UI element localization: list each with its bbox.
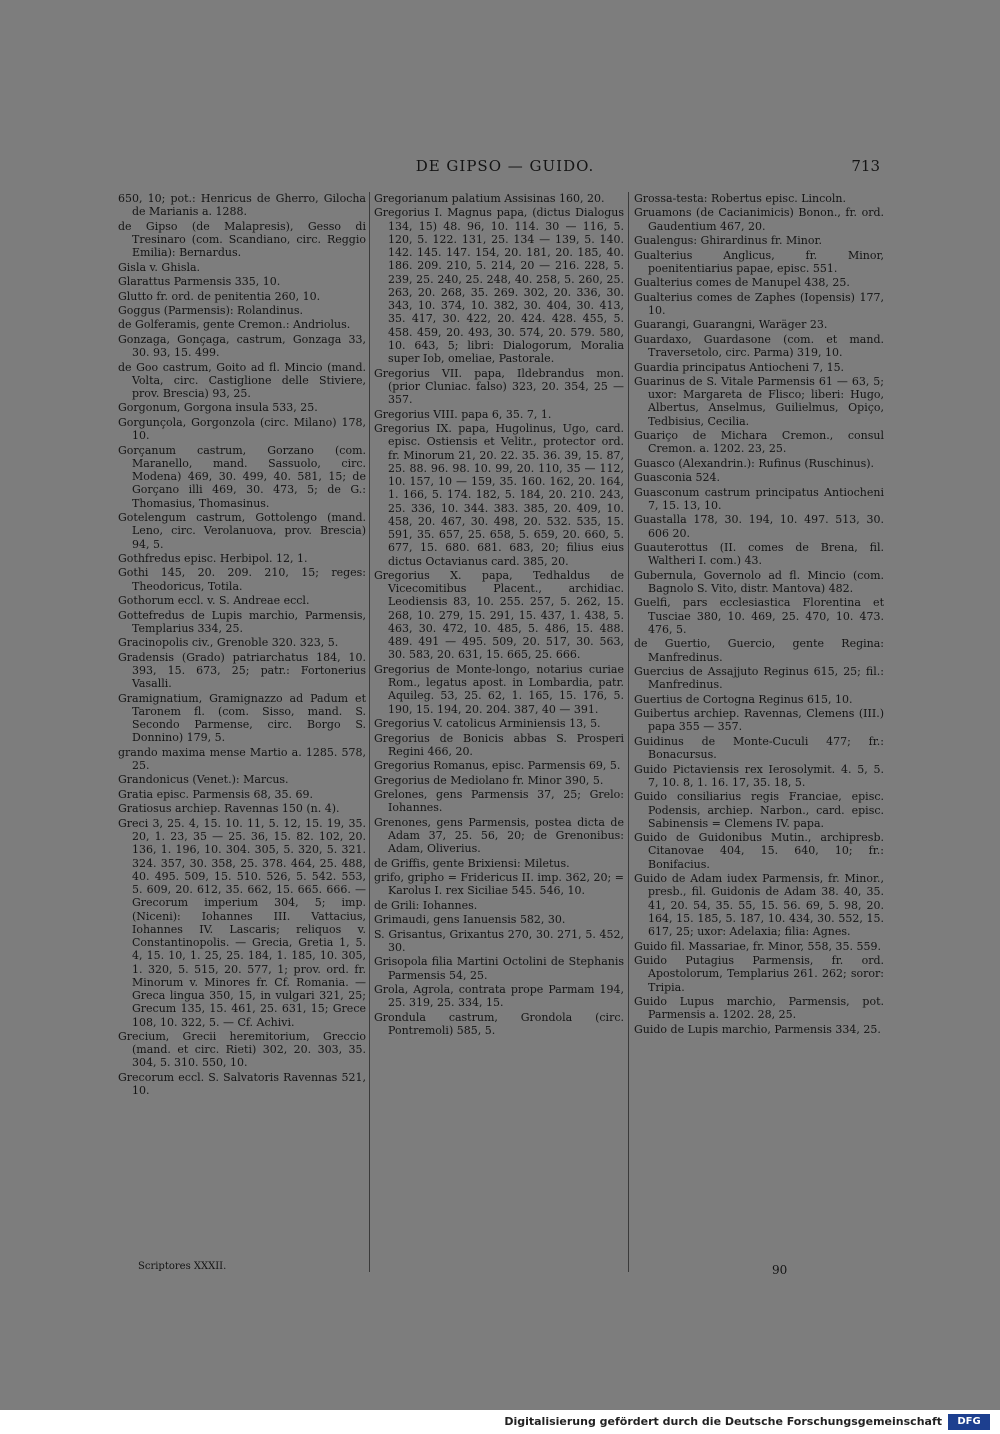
index-entry: Gottefredus de Lupis marchio, Parmensis, Templarius 334, 25. — [118, 608, 366, 635]
index-entry: Gregorius de Monte-longo, notarius curiae Rom., legatus apost. in Lombardia, patr. Aquileg. 53, 25. 62, 1. 165, 15. 176, 5. 190, 15. 194, 20. 204. 387, 40 — 391. — [374, 662, 624, 716]
index-entry: Guido Pictaviensis rex Ierosolymit. 4. 5, 5. 7, 10. 8, 1. 16. 17, 35. 18, 5. — [634, 762, 884, 789]
index-entry: Guidinus de Monte-Cuculi 477; fr.: Bonacursus. — [634, 734, 884, 762]
index-entry: Guelfi, pars ecclesiastica Florentina et Tusciae 380, 10. 469, 25. 470, 10. 473. 476, 5. — [634, 596, 884, 636]
index-entry: Gotelengum castrum, Gottolengo (mand. Leno, circ. Verolanuova, prov. Brescia) 94, 5. — [118, 511, 366, 551]
index-entry: Gregorius I. Magnus papa, (dictus Dialogus 134, 15) 48. 96, 10. 114. 30 — 116, 5. 120, 5. 122. 131, 25. 134 — 139, 5. 140. 142. 145. 147. 154, 20. 181, 20. 185, 40. 186. 209. 210, 5. 214, 20 — 216. 228, 5. 239, 25. 240, 25. 248, 40. 258, 5. 260, 25. 263, 20. 268, 35. 269. 302, 20. 336, 30. 343, 10. 374, 10. 382, 30. 404, 30. 413, 35. 417, 30. 422, 20. 424. 428. 455, 5. 458. 459, 20. 493, 30. 574, 20. 579. 580, 10. 643, 5; libri: Dialogorum, Moralia super Iob, omeliae, Pastorale. — [374, 206, 624, 366]
index-entry: Gorgonum, Gorgona insula 533, 25. — [118, 401, 318, 415]
page-number: 713 — [851, 157, 880, 175]
index-column-3 — [634, 192, 884, 1272]
funding-banner — [0, 1410, 1000, 1434]
index-entry: Gualterius comes de Zaphes (Iopensis) 177, 10. — [634, 290, 884, 317]
index-entry: Gruamons (de Cacianimicis) Bonon., fr. ord. Gaudentium 467, 20. — [634, 206, 884, 233]
index-entry: Gradensis (Grado) patriarchatus 184, 10. 393, 15. 673, 25; patr.: Fortonerius Vasalli. — [118, 650, 366, 691]
index-entry: Grandonicus (Venet.): Marcus. — [118, 773, 289, 787]
index-entry: Guariço de Michara Cremon., consul Cremon. a. 1202. 23, 25. — [634, 429, 884, 456]
index-entry: Gregorius IX. papa, Hugolinus, Ugo, card. episc. Ostiensis et Velitr., protector ord. fr. Minorum 21, 20. 22. 35. 36. 39, 15. 87, 25. 88. 96. 98. 10. 99, 20. 110, 35 — 112, 10. 157, 10 — 159, 35. 160. 162, 20. 164, 1. 166, 5. 174. 182, 5. 184, 20. 210. 243, 25. 336, 10. 344. 383. 385, 20. 409, 10. 458, 20. 467, 30. 498, 20. 532. 535, 15. 591, 35. 657, 25. 658, 5. 659, 20. 660, 5. 677, 15. 680. 681. 683, 20; filius eius dictus Octavianus card. 385, 20. — [374, 422, 624, 568]
index-entry: Guido Putagius Parmensis, fr. ord. Apostolorum, Templarius 261. 262; soror: Tripia. — [634, 954, 884, 994]
index-entry: Glarattus Parmensis 335, 10. — [118, 275, 281, 289]
index-entry: Guido fil. Massariae, fr. Minor, 558, 35. 559. — [634, 939, 882, 953]
index-entry: Grimaudi, gens Ianuensis 582, 30. — [374, 913, 566, 927]
index-entry: de Golferamis, gente Cremon.: Andriolus. — [118, 318, 351, 332]
index-entry: Guertius de Cortogna Reginus 615, 10. — [634, 692, 853, 706]
index-entry: Guido Lupus marchio, Parmensis, pot. Parmensis a. 1202. 28, 25. — [634, 994, 884, 1022]
index-entry: Guasconum castrum principatus Antiocheni 7, 15. 13, 10. — [634, 485, 884, 512]
index-entry: Gisla v. Ghisla. — [118, 260, 201, 274]
running-title: DE GIPSO — GUIDO. — [415, 157, 595, 175]
index-entry: Grondula castrum, Grondola (circ. Pontremoli) 585, 5. — [374, 1010, 624, 1037]
index-entry: Grelones, gens Parmensis 37, 25; Grelo: Iohannes. — [374, 788, 624, 815]
index-entry: Glutto fr. ord. de penitentia 260, 10. — [118, 289, 321, 303]
index-entry: Guercius de Assajjuto Reginus 615, 25; fil.: Manfredinus. — [634, 665, 884, 692]
sheet-number: 90 — [772, 1263, 788, 1277]
index-entry: Grecorum eccl. S. Salvatoris Ravennas 521, 10. — [118, 1070, 366, 1098]
index-column-1 — [118, 192, 366, 1272]
index-entry: Gregorius VII. papa, Ildebrandus mon. (prior Cluniac. falso) 323, 20. 354, 25 — 357. — [374, 366, 624, 407]
index-column-2 — [374, 192, 624, 1272]
index-entry: Gregorius de Mediolano fr. Minor 390, 5. — [374, 773, 604, 787]
index-entry: de Grili: Iohannes. — [374, 898, 478, 912]
index-entry: Greci 3, 25. 4, 15. 10. 11, 5. 12, 15. 19, 35. 20, 1. 23, 35 — 25. 36, 15. 82. 102, 20. 136, 1. 196, 10. 304. 305, 5. 320, 5. 321. 324. 357, 30. 358, 25. 378. 464, 25. 488, 40. 495. 509, 15. 510. 526, 5. 542. 553, 5. 609, 20. 612, 35. 662, 15. 665. 666. — Grecorum imperium 304, 5; imp. (Niceni): Iohannes III. Vattacius, Iohannes IV. Lascaris; reliquos v. Constantinopolis. — Grecia, Gretia 1, 5. 4, 15. 10, 1. 25, 25. 184, 1. 185, 10. 305, 1. 320, 5. 515, 20. 577, 1; prov. ord. fr. Minorum v. Minores fr. Cf. Romania. — Greca lingua 350, 15, in vulgari 321, 25; Grecum 135, 15. 461, 25. 631, 15; Grece 108, 10. 322, 5. — Cf. Achivi. — [118, 816, 366, 1029]
index-entry: Guibertus archiep. Ravennas, Clemens (III.) papa 355 — 357. — [634, 707, 884, 734]
index-entry: Guido de Guidonibus Mutin., archipresb. Citanovae 404, 15. 640, 10; fr.: Bonifacius. — [634, 831, 884, 871]
index-entry: Gramignatium, Gramignazzo ad Padum et Taronem fl. (com. Sisso, mand. S. Secondo Parmense, circ. Borgo S. Donnino) 179, 5. — [118, 691, 366, 745]
index-entry: Guauterottus (II. comes de Brena, fil. Waltheri I. com.) 43. — [634, 541, 884, 568]
signature-mark: Scriptores XXXII. — [138, 1261, 227, 1272]
index-entry: Goggus (Parmensis): Rolandinus. — [118, 303, 303, 317]
index-entry: de Goo castrum, Goito ad fl. Mincio (mand. Volta, circ. Castiglione delle Stiviere, prov. Brescia) 93, 25. — [118, 360, 366, 400]
index-entry: Gregorianum palatium Assisinas 160, 20. — [374, 192, 605, 205]
index-entry: de Griffis, gente Brixiensi: Miletus. — [374, 856, 570, 870]
index-entry: Gubernula, Governolo ad fl. Mincio (com. Bagnolo S. Vito, distr. Mantova) 482. — [634, 568, 884, 595]
page-header — [130, 157, 880, 179]
index-entry: Gualterius comes de Manupel 438, 25. — [634, 276, 850, 290]
index-entry: Gregorius Romanus, episc. Parmensis 69, 5. — [374, 759, 621, 773]
index-entry: de Gipso (de Malapresis), Gesso di Tresinaro (com. Scandiano, circ. Reggio Emilia): Bernardus. — [118, 219, 366, 260]
index-entry: Guastalla 178, 30. 194, 10. 497. 513, 30. 606 20. — [634, 513, 884, 540]
index-entry: Grisopola filia Martini Octolini de Stephanis Parmensis 54, 25. — [374, 955, 624, 982]
column-divider — [369, 192, 370, 1272]
dfg-logo-icon: DFG — [948, 1414, 990, 1430]
index-entry: Gualterius Anglicus, fr. Minor, poenitentiarius papae, episc. 551. — [634, 248, 884, 275]
index-entry: Guarinus de S. Vitale Parmensis 61 — 63, 5; uxor: Margareta de Flisco; liberi: Hugo, Albertus, Anselmus, Guilielmus, Opiço, Tedbisius, Cecilia. — [634, 374, 884, 428]
index-entry: Gregorius VIII. papa 6, 35. 7, 1. — [374, 407, 552, 421]
index-entry: Grenones, gens Parmensis, postea dicta de Adam 37, 25. 56, 20; de Grenonibus: Adam, Oliverius. — [374, 815, 624, 856]
index-entry: Gothorum eccl. v. S. Andreae eccl. — [118, 594, 310, 608]
index-entry: Gothfredus episc. Herbipol. 12, 1. — [118, 551, 308, 565]
index-entry: Gregorius X. papa, Tedhaldus de Vicecomitibus Placent., archidiac. Leodiensis 83, 10. 255. 257, 5. 262, 15. 268, 10. 279, 15. 291, 15. 437, 1. 438, 5. 463, 30. 472, 10. 485, 5. 486, 15. 488. 489. 491 — 495. 509, 20. 517, 30. 563, 30. 583, 20. 631, 15. 665, 25. 666. — [374, 568, 624, 662]
index-entry: Gregorius de Bonicis abbas S. Prosperi Regini 466, 20. — [374, 731, 624, 758]
index-entry: Gregorius V. catolicus Arminiensis 13, 5. — [374, 717, 601, 731]
index-entry: Gratia episc. Parmensis 68, 35. 69. — [118, 787, 313, 801]
index-entry: Guido consiliarius regis Franciae, episc. Podensis, archiep. Narbon., card. episc. Sabinensis = Clemens IV. papa. — [634, 790, 884, 830]
index-entry: Gorgunçola, Gorgonzola (circ. Milano) 178, 10. — [118, 415, 366, 443]
index-entry: Grossa-testa: Robertus episc. Lincoln. — [634, 192, 847, 205]
index-entry: grando maxima mense Martio a. 1285. 578, 25. — [118, 745, 366, 772]
index-entry: Guarangi, Guarangni, Waräger 23. — [634, 318, 828, 332]
index-entry: de Guertio, Guercio, gente Regina: Manfredinus. — [634, 637, 884, 664]
index-entry: Gualengus: Ghirardinus fr. Minor. — [634, 234, 822, 248]
index-entry: Gracinopolis civ., Grenoble 320. 323, 5. — [118, 636, 339, 650]
index-entry: Grecium, Grecii heremitorium, Greccio (mand. et circ. Rieti) 302, 20. 303, 35. 304, 5. 310. 550, 10. — [118, 1029, 366, 1070]
index-entry: Guardaxo, Guardasone (com. et mand. Traversetolo, circ. Parma) 319, 10. — [634, 332, 884, 360]
index-entry: Grola, Agrola, contrata prope Parmam 194, 25. 319, 25. 334, 15. — [374, 983, 624, 1010]
index-entry: Gonzaga, Gonçaga, castrum, Gonzaga 33, 30. 93, 15. 499. — [118, 332, 366, 360]
funding-text: Digitalisierung gefördert durch die Deutsche Forschungsgemeinschaft — [504, 1415, 942, 1428]
index-entry: 650, 10; pot.: Henricus de Gherro, Gilocha de Marianis a. 1288. — [118, 192, 366, 219]
column-divider — [628, 192, 629, 1272]
index-entry: Guido de Adam iudex Parmensis, fr. Minor., presb., fil. Guidonis de Adam 38. 40, 35. 41, 20. 54, 35. 55, 15. 56. 69, 5. 98, 20. 164, 15. 185, 5. 187, 10. 434, 30. 552, 15. 617, 25; uxor: Adelaxia; filia: Agnes. — [634, 872, 884, 939]
index-entry: grifo, gripho = Fridericus II. imp. 362, 20; = Karolus I. rex Siciliae 545. 546, 10. — [374, 871, 624, 898]
index-entry: S. Grisantus, Grixantus 270, 30. 271, 5. 452, 30. — [374, 927, 624, 954]
index-entry: Gratiosus archiep. Ravennas 150 (n. 4). — [118, 802, 340, 816]
index-entry: Guido de Lupis marchio, Parmensis 334, 25. — [634, 1022, 881, 1036]
index-entry: Gorçanum castrum, Gorzano (com. Maranello, mand. Sassuolo, circ. Modena) 469, 30. 499, 40. 581, 15; de Gorçano illi 469, 30. 473, 5; de G.: Thomasius, Thomasinus. — [118, 443, 366, 510]
index-entry: Guasco (Alexandrin.): Rufinus (Ruschinus). — [634, 456, 875, 470]
index-entry: Gothi 145, 20. 209. 210, 15; reges: Theodoricus, Totila. — [118, 566, 366, 593]
index-entry: Guasconia 524. — [634, 471, 721, 485]
index-entry: Guardia principatus Antiocheni 7, 15. — [634, 360, 845, 374]
